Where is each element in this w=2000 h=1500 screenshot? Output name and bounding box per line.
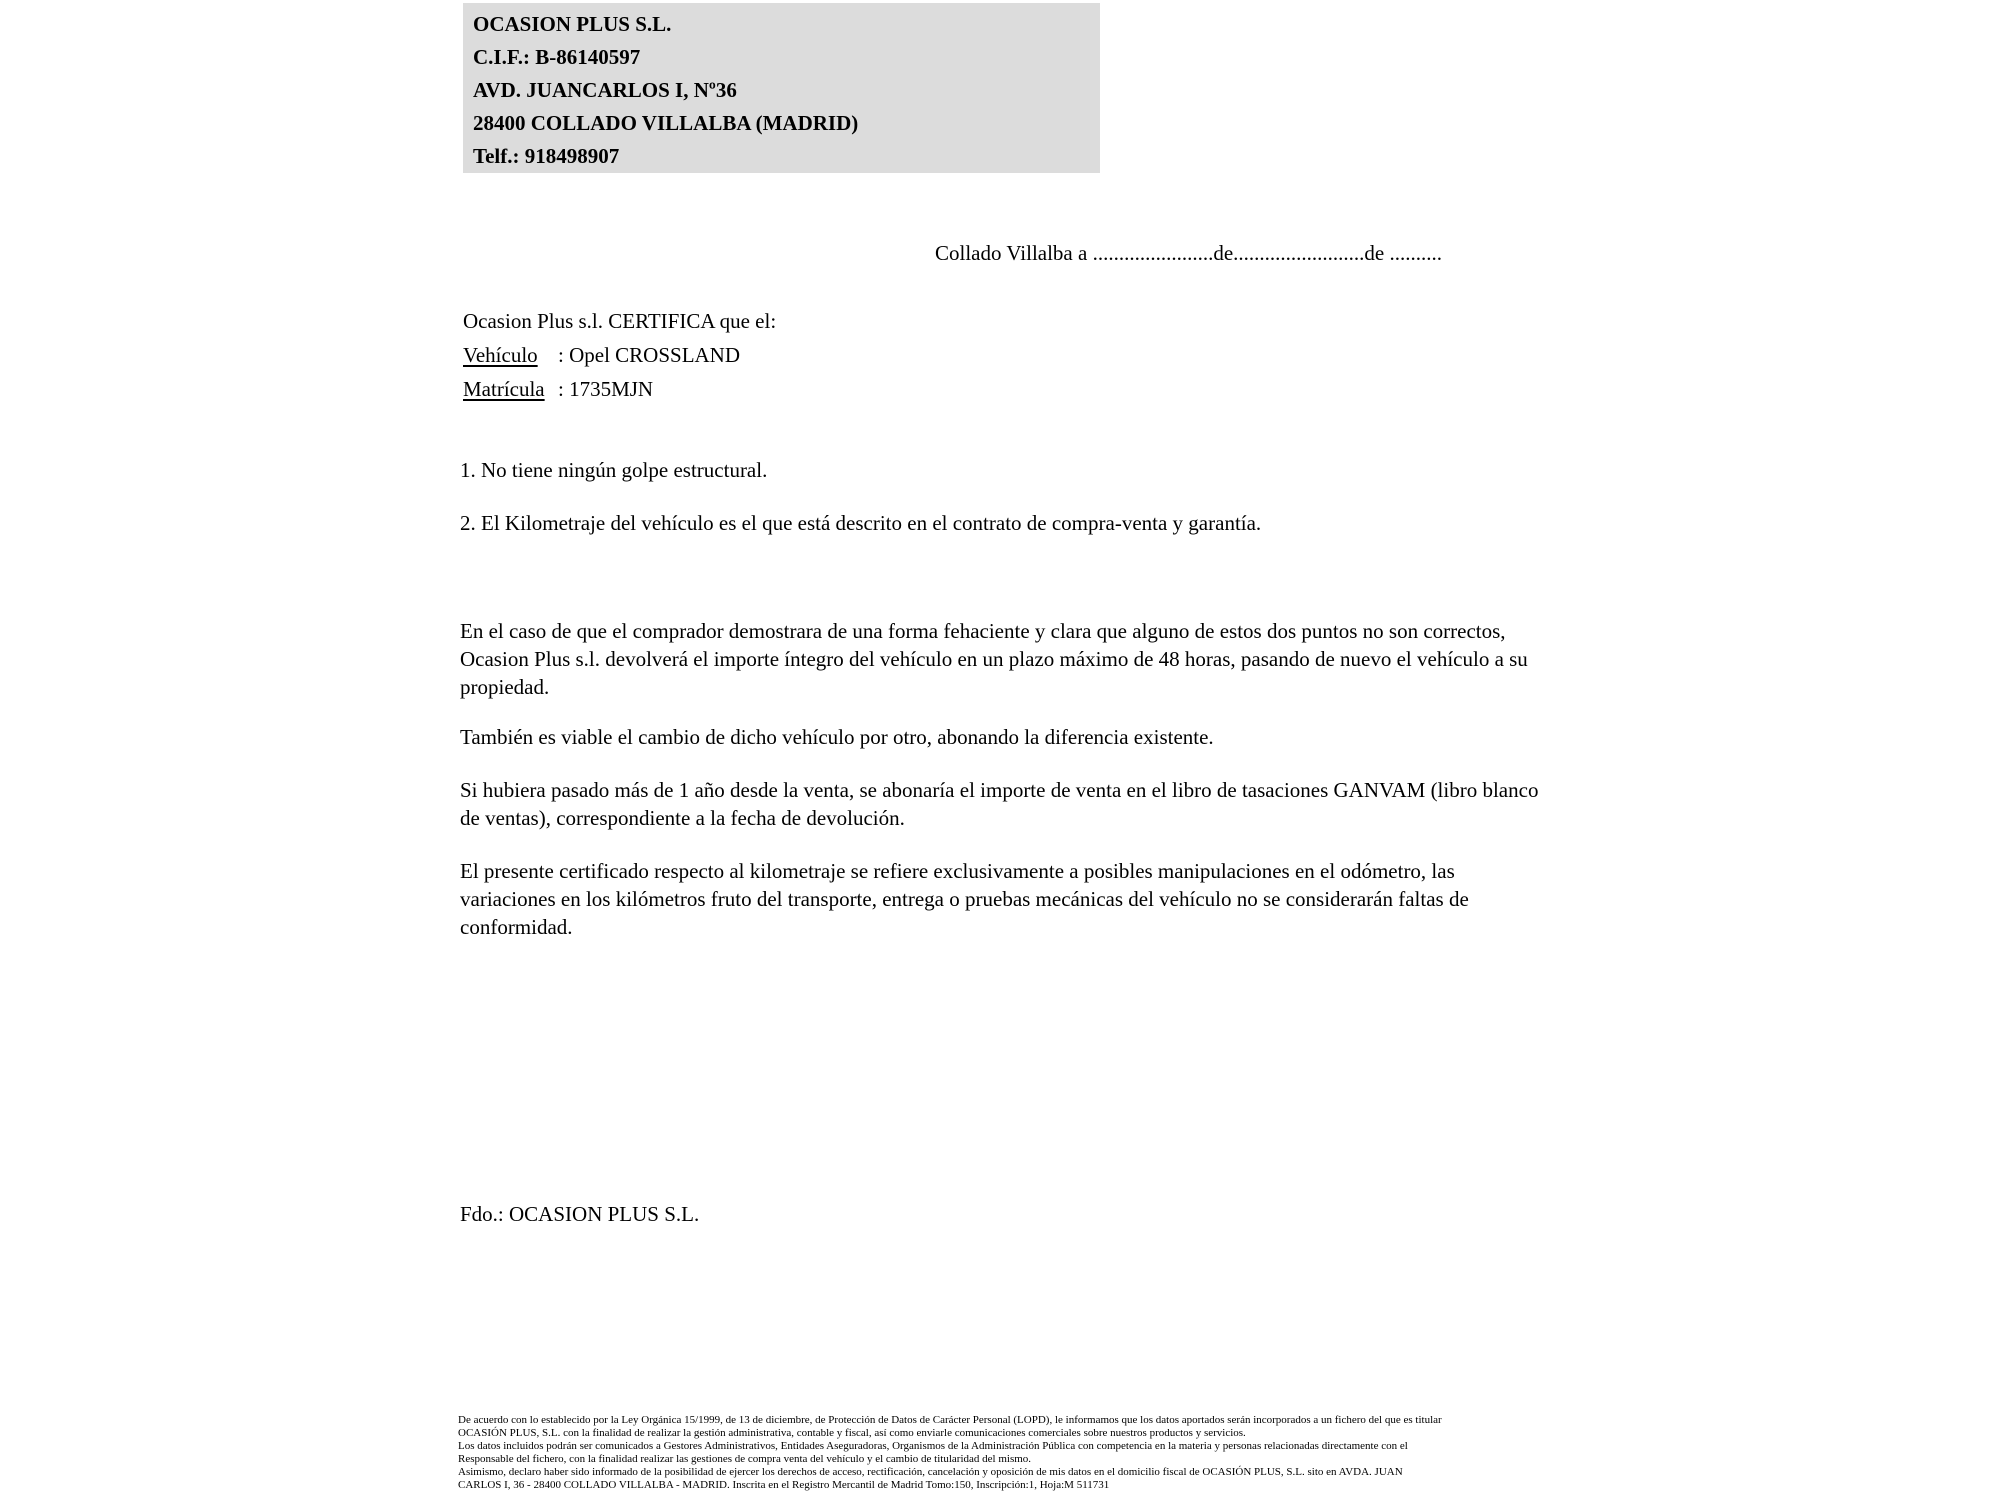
signature-line: Fdo.: OCASION PLUS S.L. [460,1202,700,1226]
legal-footer-line: OCASIÓN PLUS, S.L. con la finalidad de realizar la gestión administrativa, contable y fiscal, así como enviarle comunicaciones comerciales sobre nuestros productos y servicios. [458,1427,1246,1439]
certified-point-2: 2. El Kilometraje del vehículo es el que está descrito en el contrato de compra-venta y garantía. [460,511,1262,535]
certification-intro: Ocasion Plus s.l. CERTIFICA que el: [463,309,777,333]
company-address: AVD. JUANCARLOS I, Nº36 [473,78,737,102]
legal-footer [458,1414,1568,1492]
plate-field-label: Matrícula [463,377,545,401]
place-date-line: Collado Villalba a .......................de.........................de .......... [935,241,1442,265]
legal-footer-line: Los datos incluidos podrán ser comunicados a Gestores Administrativos, Entidades Aseguradoras, Organismos de la Administración Pública con competencia en la materia y personas relacionadas directamente con el [458,1440,1408,1452]
company-city: 28400 COLLADO VILLALBA (MADRID) [473,111,859,135]
company-header-box [463,3,1100,173]
vehicle-field-row [463,338,776,372]
plate-field-value: : 1735MJN [558,377,654,401]
certification-block [463,304,776,406]
paragraph-exchange-option: También es viable el cambio de dicho vehículo por otro, abonando la diferencia existente. [460,725,1214,749]
company-cif: C.I.F.: B-86140597 [473,45,641,69]
paragraph-odometer-scope: El presente certificado respecto al kilometraje se refiere exclusivamente a posibles manipulaciones en el odómetro, las variaciones en los kilómetros fruto del transporte, entrega o pruebas mecánicas del vehículo no se considerarán faltas de conformidad. [460,859,1469,939]
legal-footer-line: De acuerdo con lo establecido por la Ley Orgánica 15/1999, de 13 de diciembre, de Protección de Datos de Carácter Personal (LOPD), le informamos que los datos aportados serán incorporados a un fichero del que es titular [458,1414,1442,1426]
vehicle-field-value: : Opel CROSSLAND [558,343,741,367]
paragraph-ganvam-valuation: Si hubiera pasado más de 1 año desde la venta, se abonaría el importe de venta en el libro de tasaciones GANVAM (libro blanco de ventas), correspondiente a la fecha de devolución. [460,778,1539,830]
legal-footer-line: Asimismo, declaro haber sido informado de la posibilidad de ejercer los derechos de acceso, rectificación, cancelación y oposición de mis datos en el domicilio fiscal de OCASIÓN PLUS, S.L. sito en AVDA. JUAN [458,1466,1403,1478]
legal-footer-line: Responsable del fichero, con la finalidad realizar las gestiones de compra venta del vehículo y el cambio de titularidad del mismo. [458,1453,1032,1465]
certified-point-1: 1. No tiene ningún golpe estructural. [460,458,768,482]
paragraph-refund-condition: En el caso de que el comprador demostrara de una forma fehaciente y clara que alguno de estos dos puntos no son correctos, Ocasion Plus s.l. devolverá el importe íntegro del vehículo en un plazo máximo de 48 horas, pasando de nuevo el vehículo a su propiedad. [460,619,1528,699]
legal-footer-line: CARLOS I, 36 - 28400 COLLADO VILLALBA - MADRID. Inscrita en el Registro Mercantil de Madrid Tomo:150, Inscripción:1, Hoja:M 511731 [458,1479,1110,1491]
company-phone: Telf.: 918498907 [473,144,620,168]
company-name: OCASION PLUS S.L. [473,12,672,36]
plate-field-row [463,372,776,406]
vehicle-field-label: Vehículo [463,343,538,367]
